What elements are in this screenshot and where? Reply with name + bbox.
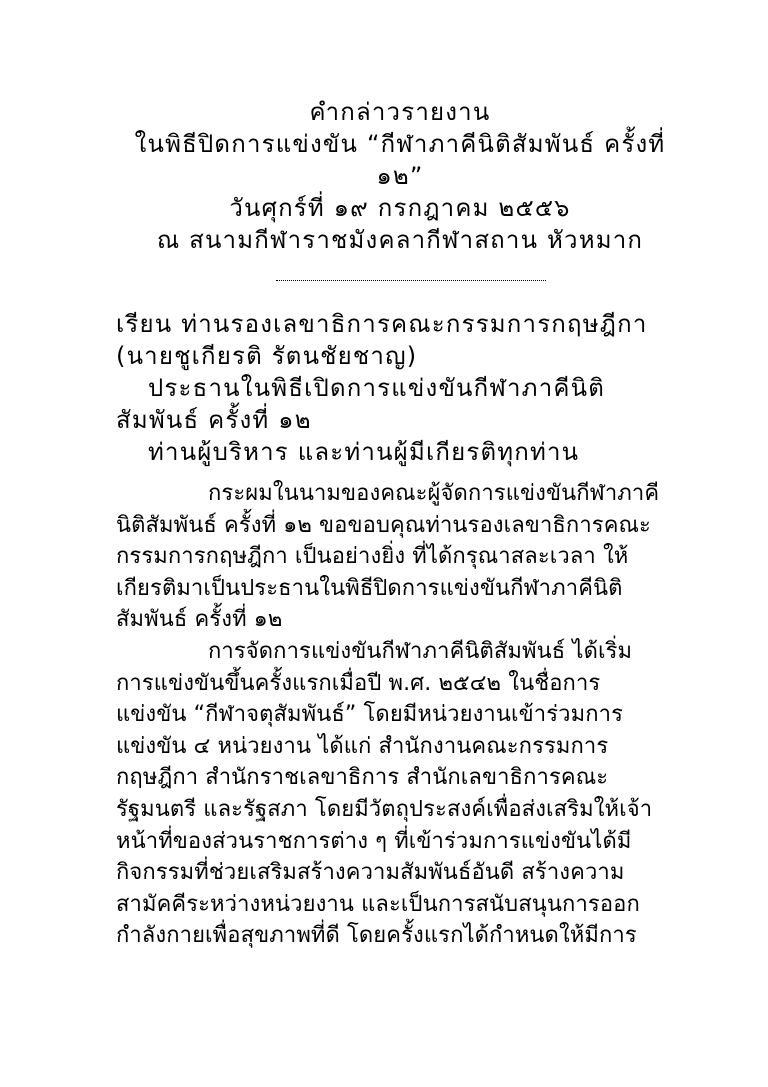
paragraph-line: กิจกรรมที่ช่วยเสริมสร้างความสัมพันธ์อันดี สร้างความ <box>116 860 625 886</box>
salutation-line: เรียน ท่านรองเลขาธิการคณะกรรมการกฤษฎีกา <box>116 310 648 338</box>
paragraph-line: เกียรติมาเป็นประธานในพิธีปิดการแข่งขันกีฬาภาคีนิติ <box>116 575 623 601</box>
salutation-name: (นายชูเกียรติ รัตนชัยชาญ) <box>116 342 418 370</box>
salutation-role: ประธานในพิธีเปิดการแข่งขันกีฬาภาคีนิติ <box>148 374 606 402</box>
paragraph-line: นิติสัมพันธ์ ครั้งที่ ๑๒ ขอขอบคุณท่านรองเลขาธิการคณะ <box>116 512 651 538</box>
dotted-divider <box>276 280 546 281</box>
paragraph-line: สัมพันธ์ ครั้งที่ ๑๒ <box>116 607 283 633</box>
paragraph-line: กฤษฎีกา สำนักราชเลขาธิการ สำนักเลขาธิการคณะ <box>116 765 609 791</box>
salutation-role-cont: สัมพันธ์ ครั้งที่ ๑๒ <box>116 406 312 434</box>
heading-title: คำกล่าวรายงาน <box>309 98 491 126</box>
speech-body <box>116 478 716 952</box>
paragraph-line: กำลังกายเพื่อสุขภาพที่ดี โดยครั้งแรกได้กำหนดให้มีการ <box>116 923 637 949</box>
salutation-block <box>116 308 716 468</box>
paragraph-line: การจัดการแข่งขันกีฬาภาคีนิติสัมพันธ์ ได้เริ่ม <box>208 638 633 664</box>
heading-date: วันศุกร์ที่ ๑๙ กรกฎาคม ๒๕๕๖ <box>229 194 571 222</box>
speech-heading <box>100 96 700 256</box>
paragraph-line: หน้าที่ของส่วนราชการต่าง ๆ ที่เข้าร่วมการแข่งขันได้มี <box>116 828 632 854</box>
heading-venue: ณ สนามกีฬาราชมังคลากีฬาสถาน หัวหมาก <box>156 226 644 254</box>
paragraph-line: แข่งขัน “กีฬาจตุสัมพันธ์” โดยมีหน่วยงานเข้าร่วมการ <box>116 702 623 728</box>
paragraph-line: สามัคคีระหว่างหน่วยงาน และเป็นการสนับสนุนการออก <box>116 891 640 917</box>
paragraph-line: การแข่งขันขึ้นครั้งแรกเมื่อปี พ.ศ. ๒๕๔๒ ในชื่อการ <box>116 670 601 696</box>
paragraph-line: แข่งขัน ๔ หน่วยงาน ได้แก่ สำนักงานคณะกรรมการ <box>116 733 609 759</box>
salutation-guests: ท่านผู้บริหาร และท่านผู้มีเกียรติทุกท่าน <box>148 438 580 466</box>
paragraph-line: รัฐมนตรี และรัฐสภา โดยมีวัตถุประสงค์เพื่อส่งเสริมให้เจ้า <box>116 796 653 822</box>
paragraph-line: กรรมการกฤษฎีกา เป็นอย่างยิ่ง ที่ได้กรุณาสละเวลา ให้ <box>116 544 629 570</box>
heading-event-line: ในพิธีปิดการแข่งขัน “กีฬาภาคีนิติสัมพันธ์ ครั้งที่ <box>134 130 666 158</box>
paragraph-line: กระผมในนามของคณะผู้จัดการแข่งขันกีฬาภาคี <box>208 481 660 506</box>
heading-event-number: ๑๒” <box>376 162 424 190</box>
